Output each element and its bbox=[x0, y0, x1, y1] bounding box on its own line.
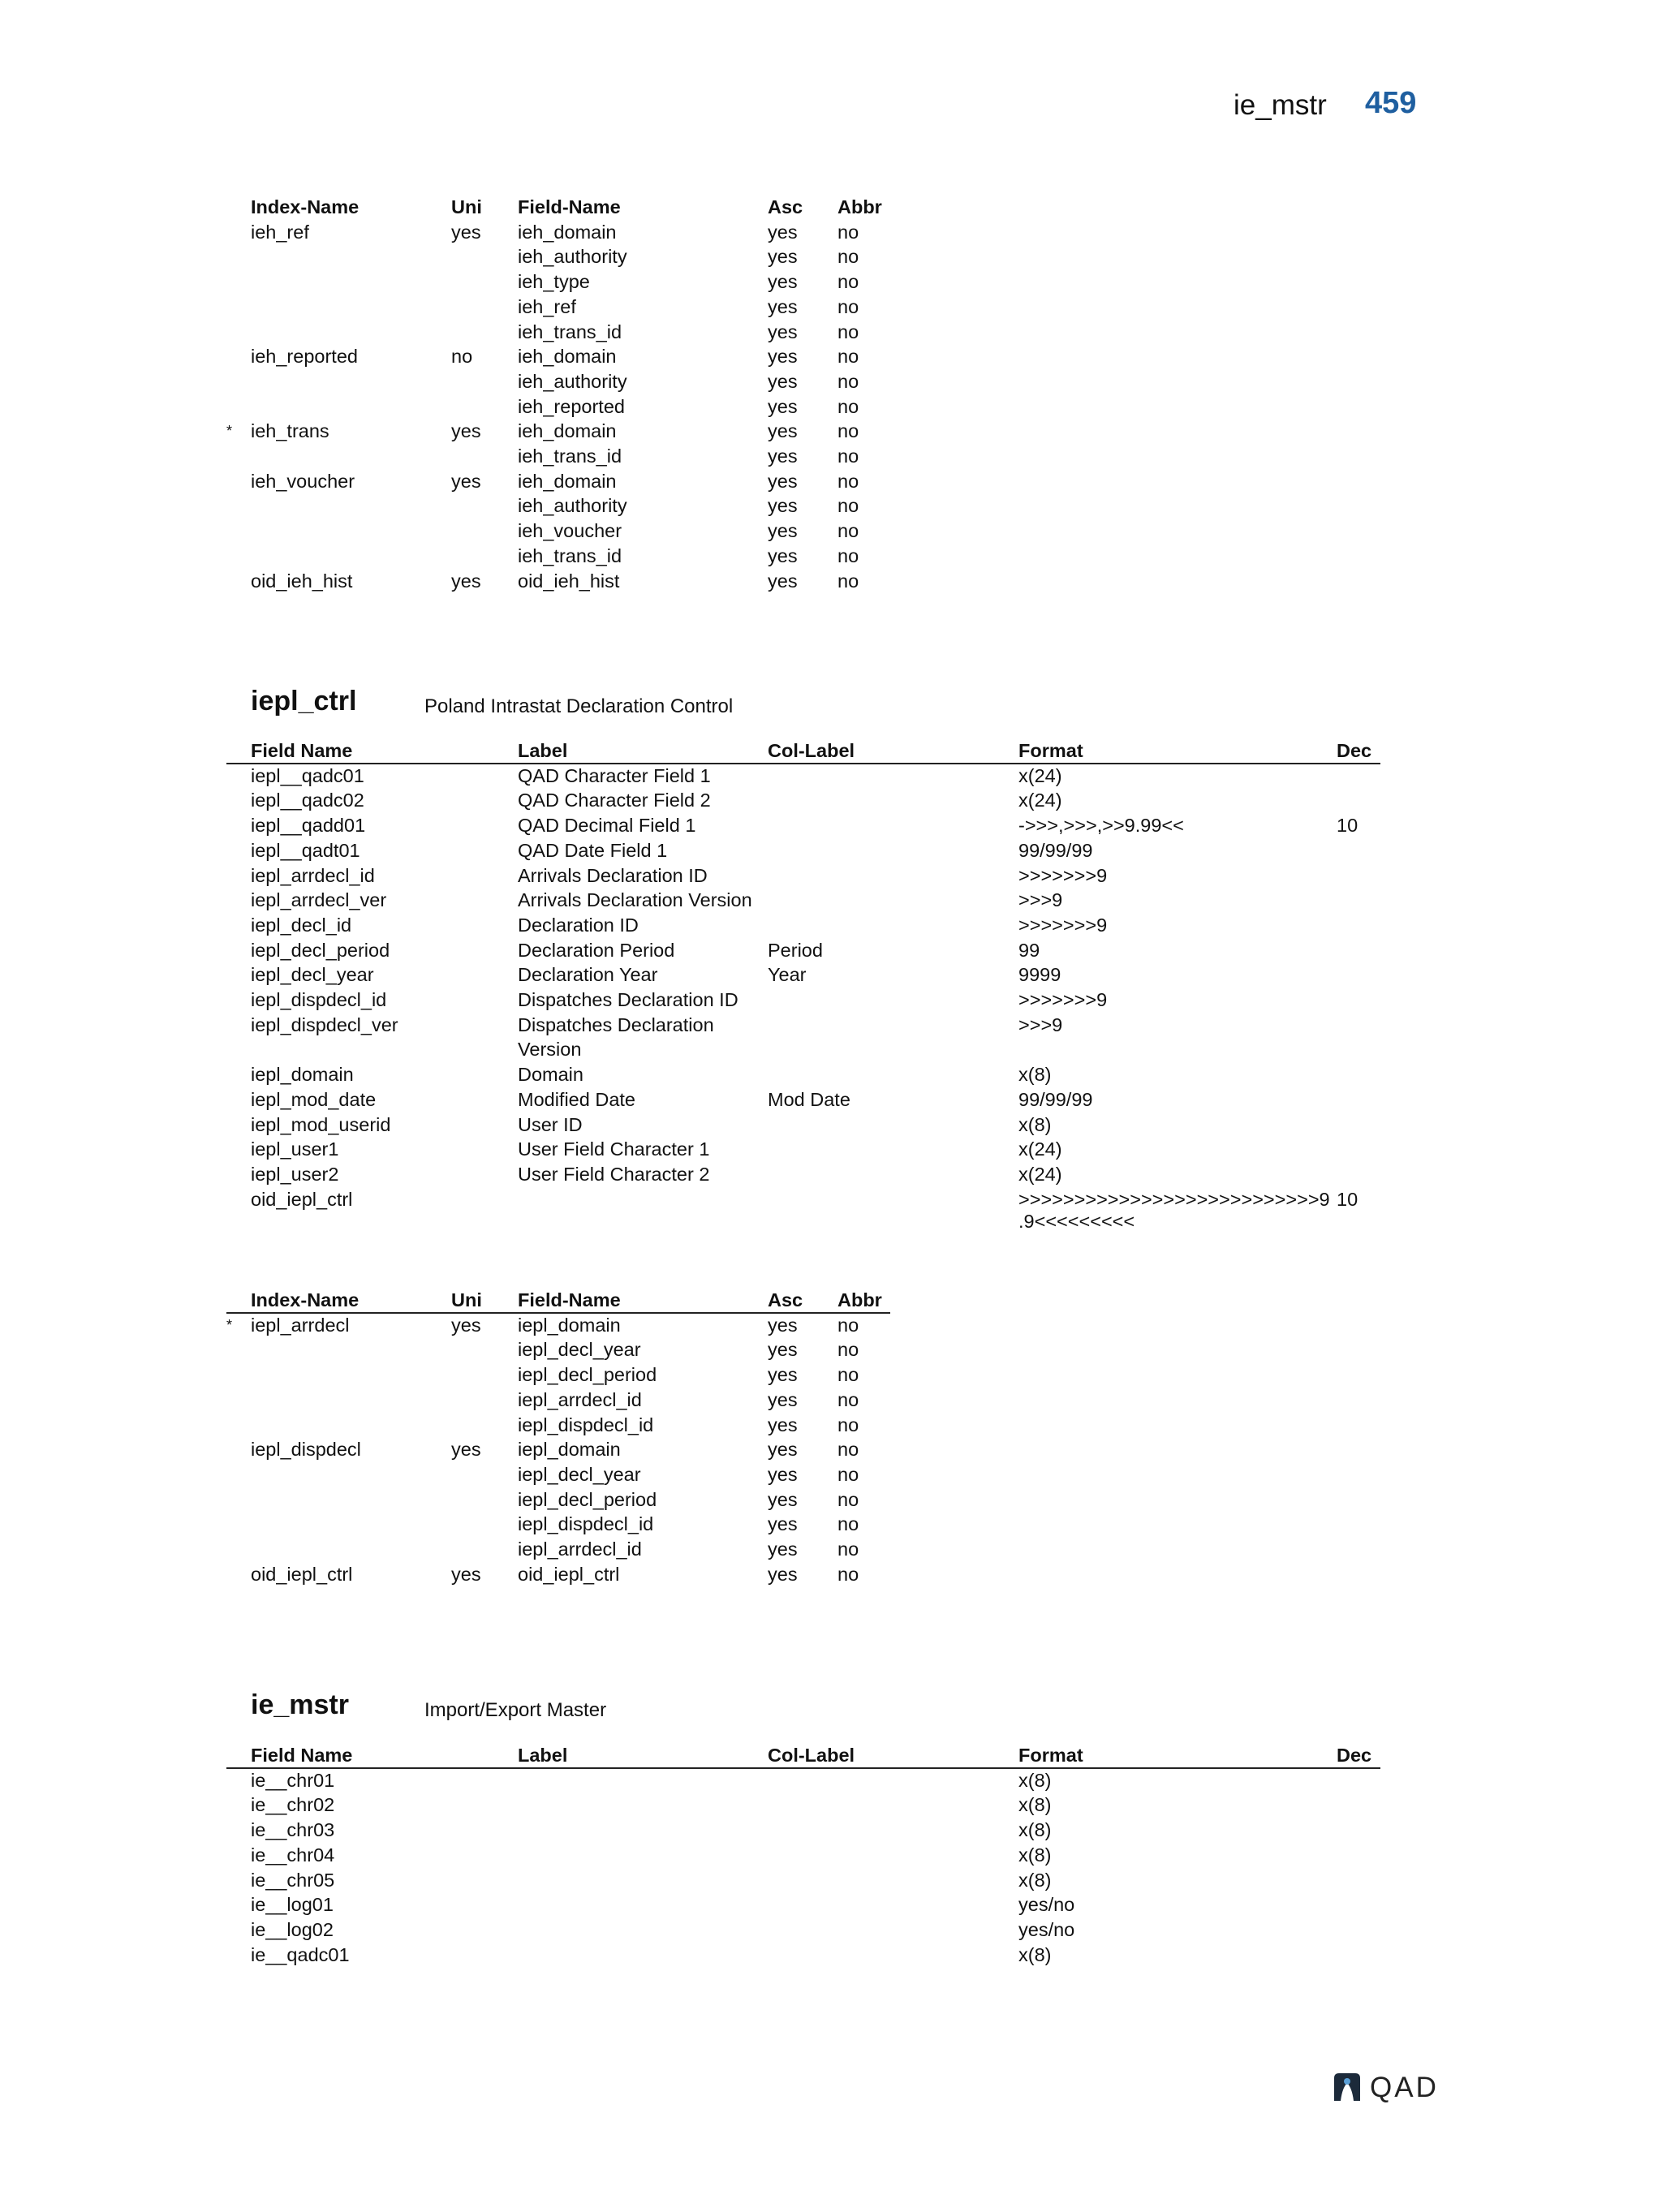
ascending-flag: yes bbox=[768, 420, 798, 442]
field-name: iepl_decl_year bbox=[251, 964, 374, 986]
header-format: Format bbox=[1018, 1745, 1083, 1766]
table-row bbox=[0, 838, 1461, 863]
index-name: ieh_ref bbox=[251, 221, 309, 243]
header-field-name: Field Name bbox=[251, 740, 353, 761]
table-row bbox=[0, 1487, 974, 1513]
field-format: ->>>,>>>,>>9.99<< bbox=[1018, 815, 1184, 837]
ascending-flag: yes bbox=[768, 1364, 798, 1386]
header-asc: Asc bbox=[768, 1289, 803, 1310]
field-name: iepl_arrdecl_id bbox=[518, 1388, 642, 1410]
primary-index-marker: * bbox=[226, 423, 233, 440]
field-format: x(24) bbox=[1018, 764, 1062, 786]
ascending-flag: yes bbox=[768, 1488, 798, 1510]
field-format: 9999 bbox=[1018, 964, 1061, 986]
field-format: >>>>>>>9 bbox=[1018, 989, 1108, 1010]
abbreviated-flag: no bbox=[837, 346, 859, 368]
field-name: iepl_mod_userid bbox=[251, 1113, 391, 1135]
header-dec: Dec bbox=[1337, 1745, 1372, 1766]
abbreviated-flag: no bbox=[837, 420, 859, 442]
field-label: User ID bbox=[518, 1113, 583, 1135]
table-row bbox=[0, 1512, 974, 1537]
field-name: ieh_type bbox=[518, 271, 590, 293]
ascending-flag: yes bbox=[768, 1539, 798, 1560]
table-row bbox=[0, 962, 1461, 988]
ascending-flag: yes bbox=[768, 221, 798, 243]
field-format: 99/99/99 bbox=[1018, 839, 1093, 861]
field-label: Declaration Year bbox=[518, 964, 658, 986]
table-row bbox=[0, 788, 1461, 813]
field-format: >>>>>>>9 bbox=[1018, 914, 1108, 936]
ascending-flag: yes bbox=[768, 1339, 798, 1361]
field-format-continued: .9<<<<<<<<< bbox=[1018, 1210, 1135, 1232]
field-name: iepl_domain bbox=[518, 1314, 621, 1336]
field-name: ieh_domain bbox=[518, 346, 617, 368]
field-decimals: 10 bbox=[1337, 1188, 1358, 1210]
table-row bbox=[0, 269, 974, 295]
field-name: iepl_user1 bbox=[251, 1138, 339, 1160]
abbreviated-flag: no bbox=[837, 246, 859, 268]
field-name: iepl_decl_year bbox=[518, 1339, 641, 1361]
abbreviated-flag: no bbox=[837, 445, 859, 467]
ascending-flag: yes bbox=[768, 321, 798, 342]
field-name: ieh_voucher bbox=[518, 520, 622, 542]
header-dec: Dec bbox=[1337, 740, 1372, 761]
abbreviated-flag: no bbox=[837, 544, 859, 566]
unique-flag: yes bbox=[451, 570, 481, 592]
index-name: iepl_dispdecl bbox=[251, 1439, 361, 1461]
header-asc: Asc bbox=[768, 196, 803, 217]
field-format: yes/no bbox=[1018, 1918, 1075, 1940]
abbreviated-flag: no bbox=[837, 1314, 859, 1336]
ascending-flag: yes bbox=[768, 1314, 798, 1336]
field-format: x(8) bbox=[1018, 1943, 1052, 1965]
index-header-row bbox=[0, 195, 974, 220]
header-label: Label bbox=[518, 1745, 568, 1766]
table-row bbox=[0, 888, 1461, 913]
field-label: Declaration Period bbox=[518, 939, 675, 961]
field-label: QAD Decimal Field 1 bbox=[518, 815, 696, 837]
table-row bbox=[0, 1943, 1461, 1968]
field-name: ie__qadc01 bbox=[251, 1943, 350, 1965]
field-name: iepl_arrdecl_id bbox=[251, 864, 375, 886]
field-name: ieh_trans_id bbox=[518, 445, 622, 467]
abbreviated-flag: no bbox=[837, 1513, 859, 1535]
table-row bbox=[0, 1462, 974, 1487]
abbreviated-flag: no bbox=[837, 1414, 859, 1435]
table-row bbox=[0, 1413, 974, 1438]
abbreviated-flag: no bbox=[837, 495, 859, 517]
table-row bbox=[0, 295, 974, 320]
index-header-row bbox=[0, 1288, 974, 1313]
abbreviated-flag: no bbox=[837, 321, 859, 342]
table-row bbox=[0, 1112, 1461, 1138]
field-name: iepl_decl_period bbox=[251, 939, 390, 961]
index-name: ieh_trans bbox=[251, 420, 329, 442]
field-decimals: 10 bbox=[1337, 815, 1358, 837]
field-col-label: Year bbox=[768, 964, 807, 986]
header-abbr: Abbr bbox=[837, 196, 882, 217]
field-name: iepl_dispdecl_id bbox=[251, 989, 387, 1010]
field-col-label: Mod Date bbox=[768, 1088, 850, 1110]
ascending-flag: yes bbox=[768, 271, 798, 293]
abbreviated-flag: no bbox=[837, 1388, 859, 1410]
page-header bbox=[1217, 86, 1428, 130]
ascending-flag: yes bbox=[768, 445, 798, 467]
field-format: x(8) bbox=[1018, 1113, 1052, 1135]
field-name: ie__chr02 bbox=[251, 1794, 335, 1816]
table-row bbox=[0, 988, 1461, 1013]
table-row bbox=[0, 344, 974, 369]
field-name: ie__chr01 bbox=[251, 1769, 335, 1791]
field-header-row bbox=[0, 738, 1461, 764]
field-name: iepl_domain bbox=[251, 1064, 354, 1086]
table-row bbox=[0, 1362, 974, 1388]
table-row bbox=[0, 1337, 974, 1362]
abbreviated-flag: no bbox=[837, 570, 859, 592]
field-name: oid_iepl_ctrl bbox=[251, 1188, 353, 1210]
field-format: >>>>>>>9 bbox=[1018, 864, 1108, 886]
unique-flag: yes bbox=[451, 1314, 481, 1336]
field-name: oid_iepl_ctrl bbox=[518, 1563, 620, 1585]
table-row bbox=[0, 220, 974, 245]
field-label: User Field Character 1 bbox=[518, 1138, 710, 1160]
abbreviated-flag: no bbox=[837, 295, 859, 317]
abbreviated-flag: no bbox=[837, 520, 859, 542]
field-label: QAD Date Field 1 bbox=[518, 839, 668, 861]
field-label: Dispatches Declaration bbox=[518, 1013, 714, 1035]
table-row bbox=[0, 1537, 974, 1562]
field-header-row bbox=[0, 1743, 1461, 1768]
field-col-label: Period bbox=[768, 939, 823, 961]
ascending-flag: yes bbox=[768, 544, 798, 566]
table-row bbox=[0, 394, 974, 420]
field-name: iepl_decl_period bbox=[518, 1364, 657, 1386]
field-label: Arrivals Declaration ID bbox=[518, 864, 708, 886]
ascending-flag: yes bbox=[768, 395, 798, 417]
field-format: >>>9 bbox=[1018, 889, 1063, 911]
unique-flag: yes bbox=[451, 1439, 481, 1461]
table-row bbox=[0, 1137, 1461, 1162]
field-name: ieh_domain bbox=[518, 221, 617, 243]
field-name: ieh_domain bbox=[518, 470, 617, 492]
qad-logo-icon bbox=[1331, 2072, 1363, 2102]
field-format: 99/99/99 bbox=[1018, 1088, 1093, 1110]
field-format: x(24) bbox=[1018, 1138, 1062, 1160]
field-name: ieh_authority bbox=[518, 495, 627, 517]
abbreviated-flag: no bbox=[837, 1339, 859, 1361]
header-field-name: Field-Name bbox=[518, 196, 621, 217]
table-row bbox=[0, 913, 1461, 938]
ascending-flag: yes bbox=[768, 1513, 798, 1535]
abbreviated-flag: no bbox=[837, 1488, 859, 1510]
field-format: x(8) bbox=[1018, 1064, 1052, 1086]
field-format: x(24) bbox=[1018, 790, 1062, 811]
table-row bbox=[0, 1917, 1461, 1943]
page-header-title: ie_mstr bbox=[1234, 89, 1327, 121]
ascending-flag: yes bbox=[768, 246, 798, 268]
iepl-ctrl-description: Poland Intrastat Declaration Control bbox=[424, 695, 734, 717]
field-name: ie__log02 bbox=[251, 1918, 334, 1940]
ascending-flag: yes bbox=[768, 520, 798, 542]
ascending-flag: yes bbox=[768, 295, 798, 317]
field-name: ieh_authority bbox=[518, 370, 627, 392]
abbreviated-flag: no bbox=[837, 1563, 859, 1585]
table-row bbox=[0, 1768, 1461, 1793]
abbreviated-flag: no bbox=[837, 271, 859, 293]
table-row bbox=[0, 569, 974, 594]
table-row bbox=[0, 1013, 1461, 1060]
field-name: ieh_domain bbox=[518, 420, 617, 442]
field-name: ieh_ref bbox=[518, 295, 576, 317]
table-row bbox=[0, 764, 1461, 789]
index-name: iepl_arrdecl bbox=[251, 1314, 350, 1336]
field-name: ie__chr03 bbox=[251, 1819, 335, 1841]
field-name: ieh_reported bbox=[518, 395, 625, 417]
ie-mstr-description: Import/Export Master bbox=[424, 1699, 607, 1721]
unique-flag: yes bbox=[451, 420, 481, 442]
table-row bbox=[0, 493, 974, 519]
ascending-flag: yes bbox=[768, 470, 798, 492]
header-abbr: Abbr bbox=[837, 1289, 882, 1310]
field-name: oid_ieh_hist bbox=[518, 570, 620, 592]
ascending-flag: yes bbox=[768, 1563, 798, 1585]
table-row bbox=[0, 1843, 1461, 1868]
field-name: iepl__qadc02 bbox=[251, 790, 364, 811]
field-name: ie__log01 bbox=[251, 1894, 334, 1916]
header-index-name: Index-Name bbox=[251, 1289, 360, 1310]
ascending-flag: yes bbox=[768, 1414, 798, 1435]
field-format: x(8) bbox=[1018, 1794, 1052, 1816]
field-name: iepl_decl_year bbox=[518, 1463, 641, 1485]
ascending-flag: yes bbox=[768, 495, 798, 517]
field-format: >>>9 bbox=[1018, 1013, 1063, 1035]
field-label: Declaration ID bbox=[518, 914, 639, 936]
field-name: iepl_decl_period bbox=[518, 1488, 657, 1510]
abbreviated-flag: no bbox=[837, 1539, 859, 1560]
header-index-name: Index-Name bbox=[251, 196, 360, 217]
qad-logo-text: QAD bbox=[1370, 2072, 1439, 2103]
ascending-flag: yes bbox=[768, 1439, 798, 1461]
field-name: iepl_arrdecl_id bbox=[518, 1539, 642, 1560]
table-row bbox=[0, 369, 974, 394]
field-label: QAD Character Field 1 bbox=[518, 764, 711, 786]
table-row bbox=[0, 444, 974, 469]
table-row bbox=[0, 1437, 974, 1462]
field-name: iepl_dispdecl_id bbox=[518, 1513, 654, 1535]
page-number: 459 bbox=[1365, 86, 1417, 120]
abbreviated-flag: no bbox=[837, 1439, 859, 1461]
field-label: Domain bbox=[518, 1064, 583, 1086]
field-name: iepl_dispdecl_ver bbox=[251, 1013, 398, 1035]
index-name: oid_iepl_ctrl bbox=[251, 1563, 353, 1585]
header-col-label: Col-Label bbox=[768, 740, 855, 761]
field-label-continued: Version bbox=[518, 1038, 582, 1060]
table-row bbox=[0, 813, 1461, 838]
field-name: ieh_authority bbox=[518, 246, 627, 268]
field-name: iepl_dispdecl_id bbox=[518, 1414, 654, 1435]
table-row bbox=[0, 1313, 974, 1338]
abbreviated-flag: no bbox=[837, 470, 859, 492]
table-row bbox=[0, 1388, 974, 1413]
ascending-flag: yes bbox=[768, 370, 798, 392]
field-name: iepl_arrdecl_ver bbox=[251, 889, 387, 911]
field-label: Arrivals Declaration Version bbox=[518, 889, 752, 911]
field-name: iepl_user2 bbox=[251, 1163, 339, 1185]
table-row bbox=[0, 863, 1461, 889]
field-name: ieh_trans_id bbox=[518, 544, 622, 566]
header-format: Format bbox=[1018, 740, 1083, 761]
table-row bbox=[0, 469, 974, 494]
table-row bbox=[0, 1062, 1461, 1087]
field-name: ieh_trans_id bbox=[518, 321, 622, 342]
field-format: yes/no bbox=[1018, 1894, 1075, 1916]
primary-index-marker: * bbox=[226, 1316, 233, 1333]
header-field-name: Field Name bbox=[251, 1745, 353, 1766]
field-name: iepl__qadd01 bbox=[251, 815, 366, 837]
table-row bbox=[0, 1562, 974, 1587]
table-row bbox=[0, 1087, 1461, 1112]
abbreviated-flag: no bbox=[837, 221, 859, 243]
ascending-flag: yes bbox=[768, 570, 798, 592]
iepl-ctrl-title: iepl_ctrl bbox=[251, 686, 357, 717]
table-row bbox=[0, 1792, 1461, 1818]
field-name: iepl_decl_id bbox=[251, 914, 352, 936]
field-name: iepl__qadc01 bbox=[251, 764, 364, 786]
table-row bbox=[0, 320, 974, 345]
abbreviated-flag: no bbox=[837, 395, 859, 417]
table-row bbox=[0, 1162, 1461, 1187]
field-format: >>>>>>>>>>>>>>>>>>>>>>>>>>>9 bbox=[1018, 1188, 1330, 1210]
table-row bbox=[0, 419, 974, 444]
field-format: x(8) bbox=[1018, 1819, 1052, 1841]
field-label: QAD Character Field 2 bbox=[518, 790, 711, 811]
qad-logo bbox=[1331, 2072, 1449, 2104]
table-row bbox=[0, 1187, 1461, 1232]
header-uni: Uni bbox=[451, 196, 482, 217]
field-name: ie__chr04 bbox=[251, 1844, 335, 1866]
index-name: ieh_reported bbox=[251, 346, 358, 368]
table-row bbox=[0, 1868, 1461, 1893]
table-row bbox=[0, 938, 1461, 963]
table-row bbox=[0, 519, 974, 544]
field-name: iepl__qadt01 bbox=[251, 839, 360, 861]
unique-flag: yes bbox=[451, 221, 481, 243]
abbreviated-flag: no bbox=[837, 370, 859, 392]
table-row bbox=[0, 1892, 1461, 1917]
field-format: 99 bbox=[1018, 939, 1040, 961]
index-name: oid_ieh_hist bbox=[251, 570, 353, 592]
header-label: Label bbox=[518, 740, 568, 761]
table-row bbox=[0, 1818, 1461, 1843]
field-format: x(8) bbox=[1018, 1844, 1052, 1866]
header-col-label: Col-Label bbox=[768, 1745, 855, 1766]
abbreviated-flag: no bbox=[837, 1463, 859, 1485]
field-format: x(24) bbox=[1018, 1163, 1062, 1185]
index-name: ieh_voucher bbox=[251, 470, 355, 492]
abbreviated-flag: no bbox=[837, 1364, 859, 1386]
unique-flag: yes bbox=[451, 470, 481, 492]
table-row bbox=[0, 544, 974, 569]
field-label: Dispatches Declaration ID bbox=[518, 989, 738, 1010]
field-name: iepl_domain bbox=[518, 1439, 621, 1461]
field-label: Modified Date bbox=[518, 1088, 635, 1110]
unique-flag: yes bbox=[451, 1563, 481, 1585]
ascending-flag: yes bbox=[768, 1463, 798, 1485]
field-format: x(8) bbox=[1018, 1769, 1052, 1791]
header-uni: Uni bbox=[451, 1289, 482, 1310]
header-field-name: Field-Name bbox=[518, 1289, 621, 1310]
field-label: User Field Character 2 bbox=[518, 1163, 710, 1185]
ascending-flag: yes bbox=[768, 346, 798, 368]
field-name: ie__chr05 bbox=[251, 1869, 335, 1891]
ascending-flag: yes bbox=[768, 1388, 798, 1410]
ie-mstr-title: ie_mstr bbox=[251, 1689, 349, 1720]
field-format: x(8) bbox=[1018, 1869, 1052, 1891]
table-row bbox=[0, 244, 974, 269]
field-name: iepl_mod_date bbox=[251, 1088, 377, 1110]
unique-flag: no bbox=[451, 346, 473, 368]
